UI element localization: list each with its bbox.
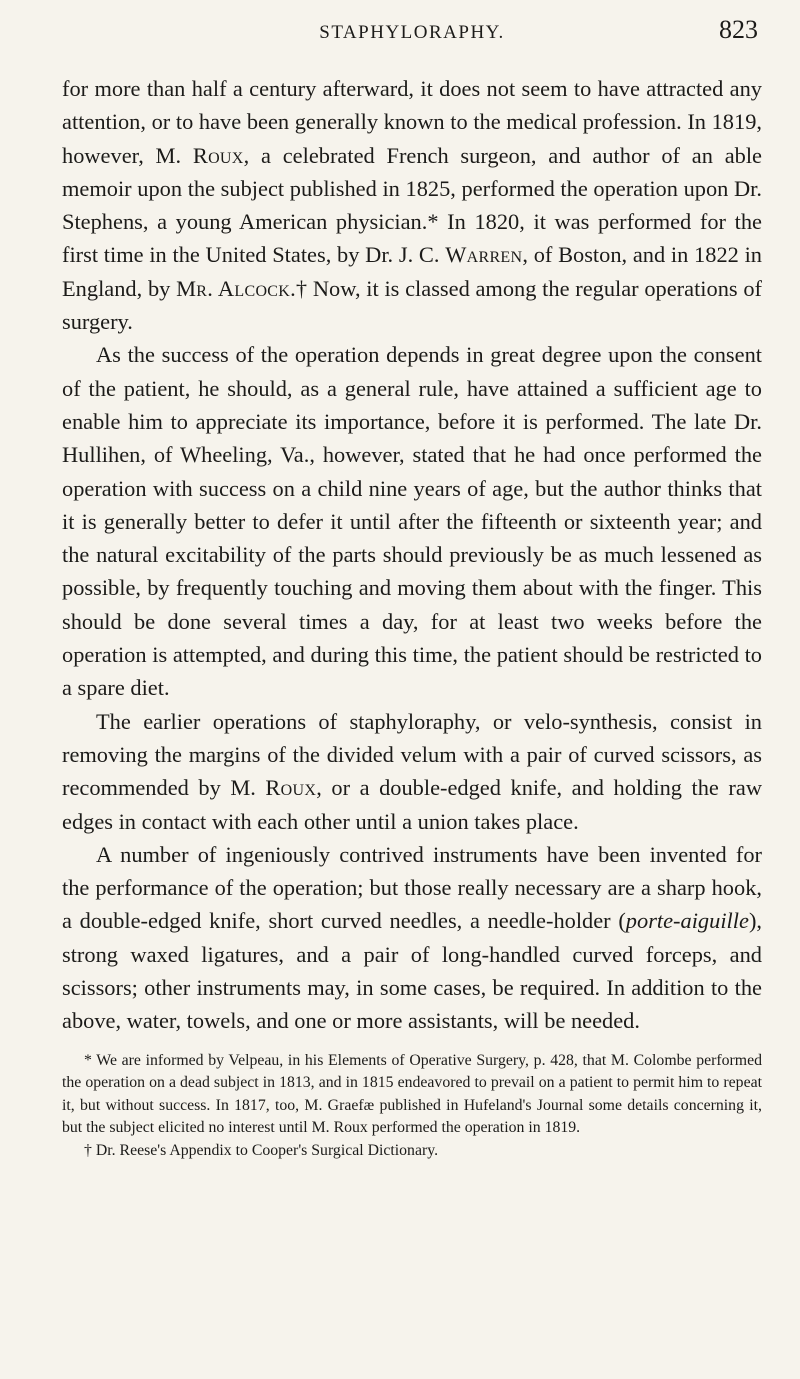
page-header — [62, 0, 762, 62]
text-run: , a celebrated French surgeon, and author of an able memoir upon the subject published in 1825, performed the operation upon Dr. Stephens, a young American physician.* In 1820, it was performed for the first time in the United States, by Dr. J. C. — [62, 142, 762, 268]
small-caps-name: Roux — [265, 775, 317, 801]
text-run: A number of ingeniously contrived instruments have been invented for the performance of the operation; but those really necessary are a sharp hook, a double-edged knife, short curved needles, a needle-holder ( — [62, 841, 762, 934]
page-number: 823 — [719, 15, 758, 44]
small-caps-name: Warren — [445, 242, 523, 268]
running-title: STAPHYLORAPHY. — [319, 22, 505, 43]
text-run: ), strong waxed ligatures, and a pair of long-handled curved forceps, and scissors; other instruments may, in some cases, be required. In addition to the above, water, towels, and one or more assistants, will be needed. — [62, 908, 762, 1034]
small-caps-name: Mr. Alcock — [176, 275, 291, 301]
footnote: † Dr. Reese's Appendix to Cooper's Surgical Dictionary. — [84, 1141, 439, 1159]
paragraph — [62, 838, 762, 1038]
text-run: for more than half a century afterward, it does not seem to have attracted any attention, or to have been generally known to the medical profession. In 1819, however, M. — [62, 76, 762, 168]
italic-term: porte-aiguille — [625, 908, 749, 934]
book-page — [62, 0, 762, 1163]
body-text — [62, 72, 762, 1038]
text-run: As the success of the operation depends in great degree upon the consent of the patient, he should, as a general rule, have attained a sufficient age to enable him to appreciate its importance, before it is performed. The late Dr. Hullihen, of Wheeling, Va., however, stated that he had once performed the operation with success on a child nine years of age, but the author thinks that it is generally better to defer it until after the fifteenth or sixteenth year; and the natural excitability of the parts should previously be as much lessened as possible, by frequently touching and moving them about with the finger. This should be done several times a day, for at least two weeks before the operation is attempted, and during this time, the patient should be restricted to a spare diet. — [62, 342, 762, 701]
text-run: .† Now, it is classed among the regular operations of surgery. — [62, 275, 762, 335]
text-run: , or a double-edged knife, and holding the raw edges in contact with each other until a union takes place. — [62, 775, 762, 834]
text-run: , of Boston, and in 1822 in England, by — [62, 242, 762, 301]
footnotes — [62, 1050, 762, 1163]
footnote: * We are informed by Velpeau, in his Elements of Operative Surgery, p. 428, that M. Colombe performed the operation on a dead subject in 1813, and in 1815 endeavored to prevail on a patient to permit him to repeat it, but without success. In 1817, too, M. Graefæ published in Hufeland's Journal some details concerning it, but the subject elicited no interest until M. Roux performed the operation in 1819. — [62, 1051, 762, 1137]
paragraph — [62, 338, 762, 704]
paragraph — [62, 705, 762, 838]
text-run: The earlier operations of staphyloraphy, or velo-synthesis, consist in removing the margins of the divided velum with a pair of curved scissors, as recommended by M. — [62, 708, 762, 801]
paragraph — [62, 72, 762, 338]
small-caps-name: Roux — [192, 142, 244, 168]
